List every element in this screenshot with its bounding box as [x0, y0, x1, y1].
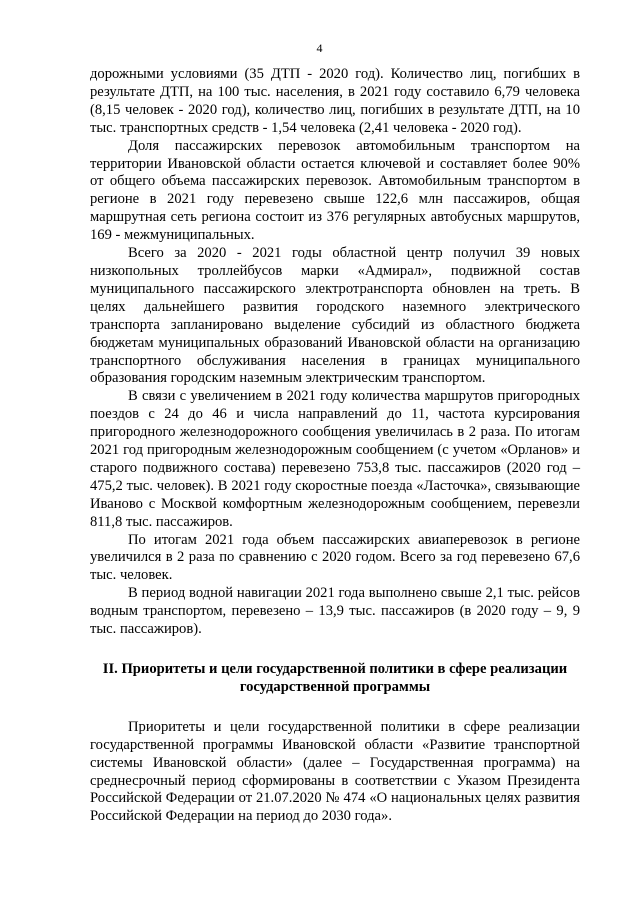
- section-spacer: [90, 697, 580, 719]
- document-body: [90, 66, 580, 826]
- paragraph-policy-priorities: Приоритеты и цели государственной политики в сфере реализации государственной программы Ивановской области «Развитие транспортной системы Ивановской области» (далее – Государственная программа) на среднесрочный период сформированы в соответствии с Указом Президента Российской Федерации от 21.07.2020 № 474 «О национальных целях развития Российской Федерации на период до 2030 года».: [90, 718, 580, 825]
- paragraph-water-transport: В период водной навигации 2021 года выполнено свыше 2,1 тыс. рейсов водным транспортом, перевезено – 13,9 тыс. пассажиров (в 2020 году – 9, 9 тыс. пассажиров).: [90, 585, 580, 638]
- page-number: 4: [316, 41, 323, 55]
- paragraph-automobile-transport: Доля пассажирских перевозок автомобильным транспортом на территории Ивановской области остается ключевой и составляет более 90% от общего объема пассажирских перевозок. Автомобильным транспортом в регионе в 2021 году перевезено свыше 122,6 млн пассажиров, общая маршрутная сеть региона состоит из 376 регулярных автобусных маршрутов, 169 - межмуниципальных.: [90, 137, 580, 244]
- paragraph-suburban-trains: В связи с увеличением в 2021 году количества маршрутов пригородных поездов с 24 до 46 и числа направлений до 11, частота курсирования пригородного железнодорожного сообщения увеличилась в 2 раза. По итогам 2021 год пригородным железнодорожным сообщением (с учетом «Орланов» и старого подвижного состава) перевезено 753,8 тыс. пассажиров (2020 год – 475,2 тыс. человек). В 2021 году скоростные поезда «Ласточка», связывающие Иваново с Москвой комфортным железнодорожным сообщением, перевезли 811,8 тыс. пассажиров.: [90, 388, 580, 530]
- paragraph-road-safety: дорожными условиями (35 ДТП - 2020 год). Количество лиц, погибших в результате ДТП, на 100 тыс. населения, в 2021 году составило 6,79 человека (8,15 человек - 2020 год), количество лиц, погибших в результате ДТП, на 10 тыс. транспортных средств - 1,54 человека (2,41 человека - 2020 год).: [90, 66, 580, 136]
- section-spacer: [90, 639, 580, 661]
- section-heading: II. Приоритеты и цели государственной политики в сфере реализации государственной программы: [102, 661, 568, 695]
- paragraph-trolleybuses: Всего за 2020 - 2021 годы областной центр получил 39 новых низкопольных троллейбусов марки «Адмирал», подвижной состав муниципального пассажирского электротранспорта обновлен на треть. В целях дальнейшего развития городского наземного электрического транспорта запланировано выделение субсидий из областного бюджета бюджетам муниципальных образований Ивановской области на организацию транспортного обслуживания населения в границах муниципального образования городским наземным электрическим транспортом.: [90, 245, 580, 387]
- paragraph-air-transport: По итогам 2021 года объем пассажирских авиаперевозок в регионе увеличился в 2 раза по сравнению с 2020 годом. Всего за год перевезено 67,6 тыс. человек.: [90, 531, 580, 584]
